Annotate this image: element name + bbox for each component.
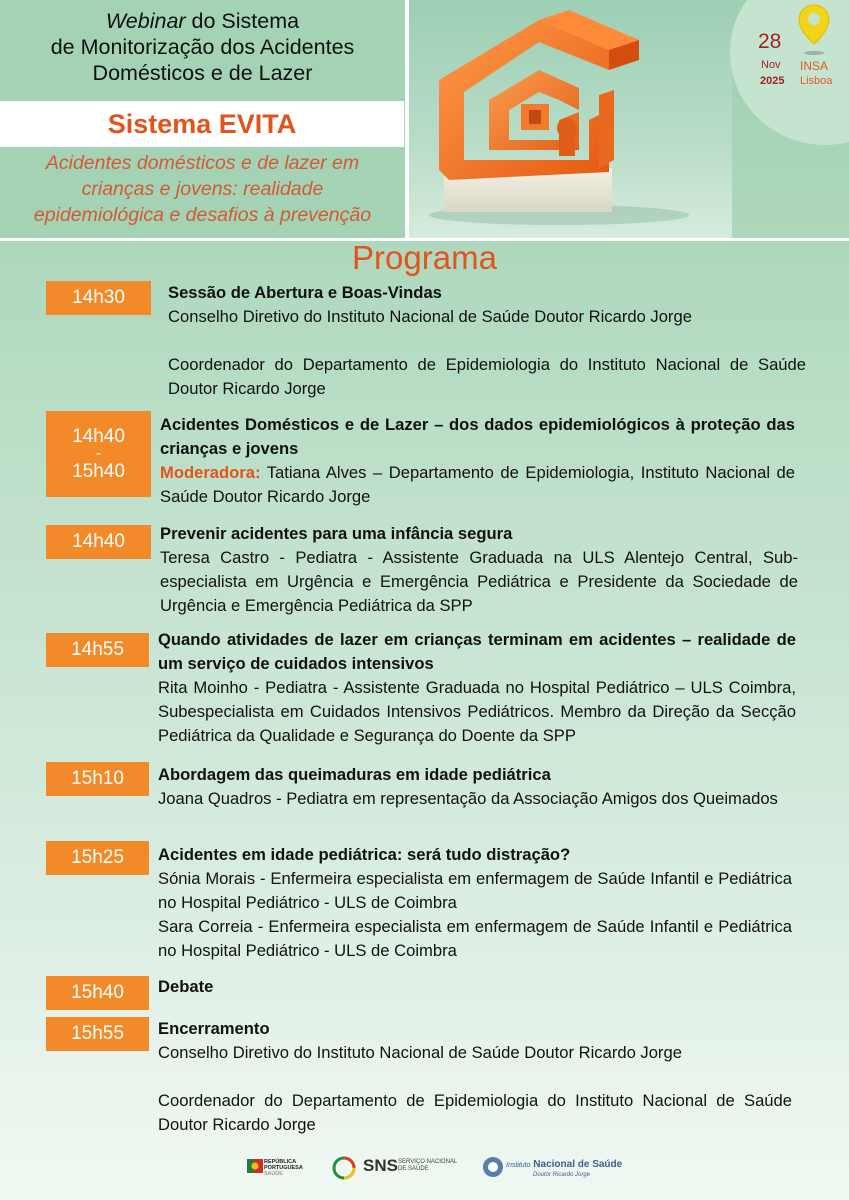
time-start: 14h40 [72,426,125,447]
time-range-badge [46,411,151,497]
webinar-title [0,8,405,86]
insa-logo-icon [482,1156,504,1178]
date-location-circle [730,0,849,145]
republica-text: REPÚBLICA PORTUGUESA SAÚDE [264,1159,303,1177]
event-place: INSA [800,59,829,73]
time-separator: - [95,445,102,462]
insa-text: Instituto Nacional de Saúde [506,1159,623,1170]
event-year: 2025 [760,75,785,87]
time-badge: 15h10 [46,762,149,796]
subtitle [0,150,405,228]
time-badge: 14h40 [46,525,151,559]
house-maze-illustration [409,0,732,238]
session-item [158,843,792,963]
session-desc: Teresa Castro - Pediatra - Assistente Graduada na ULS Alentejo Central, Sub-especialista em Urgência e Emergência Pediátrica e Presidente da Sociedade de Urgência e Emergência Pediátrica da SPP [160,548,798,615]
session-desc: Coordenador do Departamento de Epidemiologia do Instituto Nacional de Saúde Doutor Ricardo Jorge [168,355,806,398]
event-month: Nov [761,59,781,71]
time-badge: 14h30 [46,281,151,315]
session-desc: Conselho Diretivo do Instituto Nacional de Saúde Doutor Ricardo Jorge [158,1043,682,1062]
session-desc: Conselho Diretivo do Instituto Nacional de Saúde Doutor Ricardo Jorge [168,307,692,326]
session-desc: Coordenador do Departamento de Epidemiologia do Instituto Nacional de Saúde Doutor Ricardo Jorge [158,1091,792,1134]
session-title: Abordagem das queimaduras em idade pediátrica [158,765,551,784]
session-item [168,281,806,401]
session-item [160,413,795,509]
time-end: 15h40 [72,461,125,482]
sns-abbr: SNS [363,1156,398,1175]
session-title: Acidentes em idade pediátrica: será tudo distração? [158,845,571,864]
subtitle-line3: epidemiológica e desafios à prevenção [33,204,372,226]
session-desc: Sónia Morais - Enfermeira especialista em enfermagem de Saúde Infantil e Pediátrica no Hospital Pediátrico - ULS de Coimbra [158,869,792,912]
time-badge: 14h55 [46,633,149,667]
house-maze-icon [409,0,732,238]
system-name-band [0,101,404,147]
session-title: Sessão de Abertura e Boas-Vindas [168,283,442,302]
session-title: Debate [158,977,214,996]
time-badge: 15h25 [46,841,149,875]
session-desc: Rita Moinho - Pediatra - Assistente Graduada no Hospital Pediátrico – ULS Coimbra, Subespecialista em Cuidados Intensivos Pediátricos. Membro da Direção da Secção Pediátrica da Qualidade e Segurança do Doente da SPP [158,678,796,745]
system-name: Sistema EVITA [107,109,297,139]
title-line1-rest: do Sistema [185,9,300,33]
webinar-word: Webinar [105,9,186,33]
event-day: 28 [758,30,782,53]
session-desc: Sara Correia - Enfermeira especialista em enfermagem de Saúde Infantil e Pediátrica no Hospital Pediátrico - ULS de Coimbra [158,917,792,960]
session-item [160,522,798,618]
session-item [158,763,803,811]
session-item [158,628,796,748]
session-desc: Tatiana Alves – Departamento de Epidemiologia, Instituto Nacional de Saúde Doutor Ricardo Jorge [160,463,795,506]
session-desc: Joana Quadros - Pediatra em representação da Associação Amigos dos Queimados [158,789,778,808]
time-badge: 15h40 [46,976,149,1010]
moderator-label: Moderadora: [160,463,261,482]
location-pin-icon [797,4,831,56]
subtitle-line1: Acidentes domésticos e de lazer em [45,152,360,174]
session-item [158,1017,792,1137]
time-badge: 15h55 [46,1017,149,1051]
footer-logos [0,1150,849,1190]
session-title: Acidentes Domésticos e de Lazer – dos dados epidemiológicos à proteção das crianças e jovens [160,415,795,458]
insa-subtitle: Doutor Ricardo Jorge [533,1172,591,1178]
session-title: Quando atividades de lazer em crianças terminam em acidentes – realidade de um serviço de cuidados intensivos [158,630,796,673]
sns-text: SERVIÇO NACIONAL DE SAÚDE [398,1159,458,1172]
sns-logo-icon [332,1156,356,1180]
session-title: Prevenir acidentes para uma infância segura [160,524,513,543]
title-line2: de Monitorização dos Acidentes [50,35,355,59]
event-city: Lisboa [800,75,833,87]
session-item [158,975,558,999]
session-title: Encerramento [158,1019,270,1038]
subtitle-line2: crianças e jovens: realidade [81,178,324,200]
title-line3: Domésticos e de Lazer [92,61,313,85]
programa-title: Programa [352,239,497,276]
